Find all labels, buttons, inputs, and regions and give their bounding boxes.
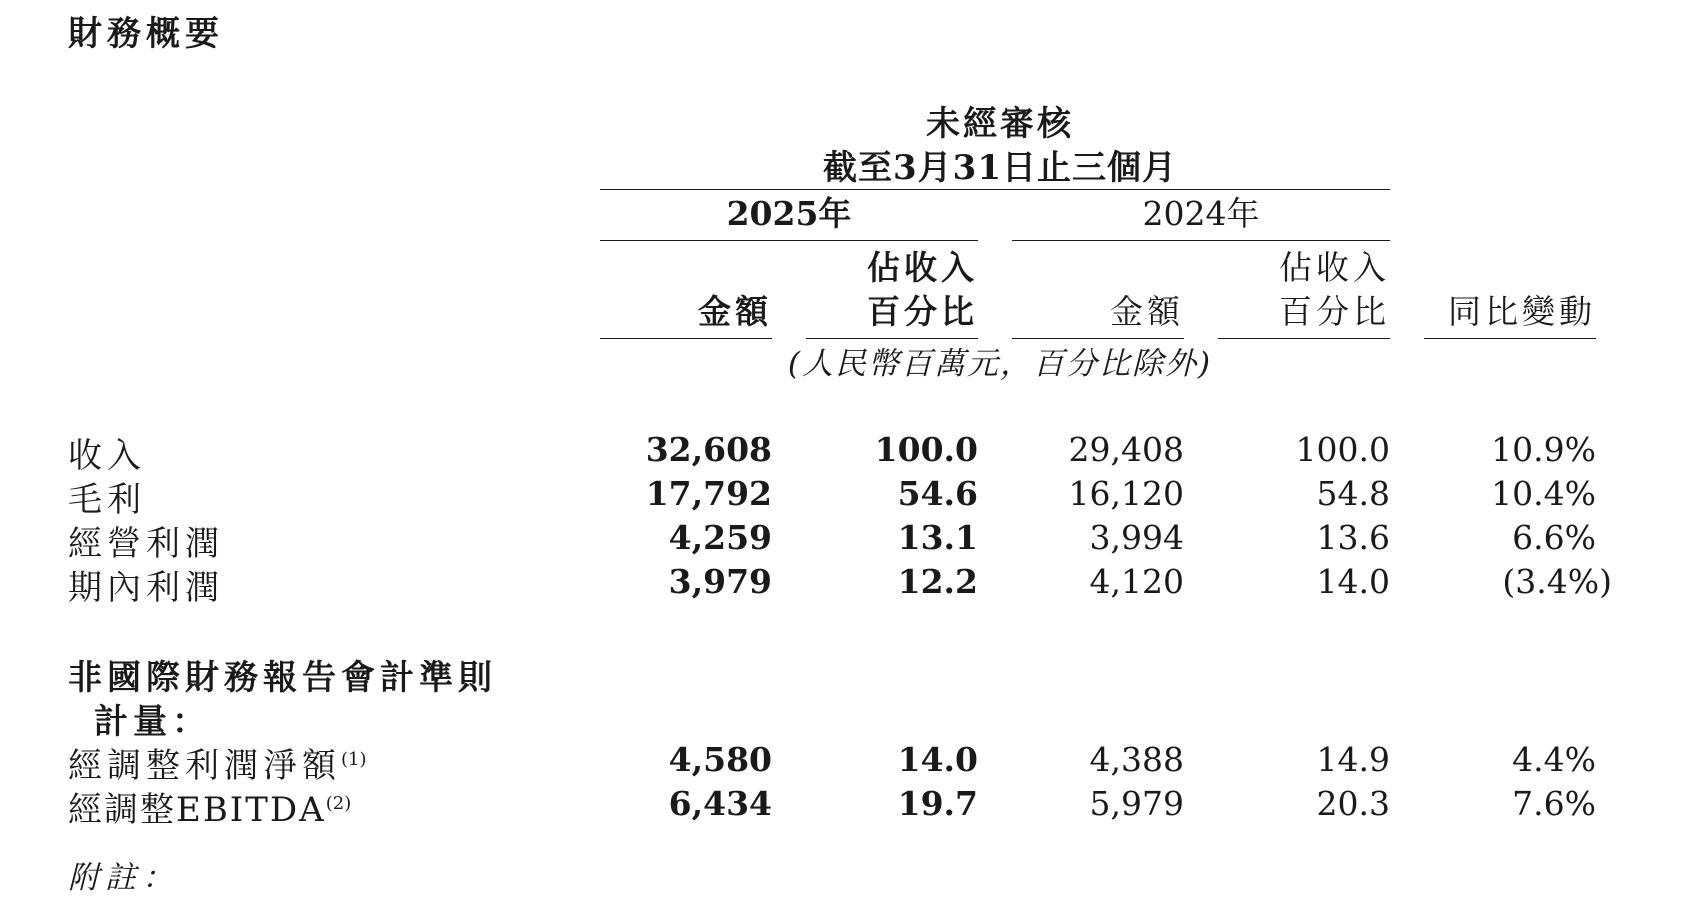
year-2025-rule <box>600 240 978 241</box>
period-profit-yoy: (3.4%) <box>1502 562 1612 601</box>
header-period: 截至3月31日止三個月 <box>823 148 1177 188</box>
row-label-adjusted-net-profit <box>68 738 367 787</box>
period-profit-amount-2025: 3,979 <box>668 562 772 601</box>
gross-profit-pct-2025: 54.6 <box>897 474 978 513</box>
adjusted-net-profit-pct-2025: 14.0 <box>897 740 978 779</box>
operating-profit-pct-2024: 13.6 <box>1316 518 1390 557</box>
col-pct-2024-line2: 百分比 <box>1279 292 1390 331</box>
row-label-gross-profit: 毛利 <box>68 480 146 520</box>
revenue-yoy: 10.9% <box>1491 430 1596 469</box>
adjusted-ebitda-amount-2025: 6,434 <box>668 784 772 823</box>
revenue-amount-2025: 32,608 <box>645 430 772 469</box>
adjusted-net-profit-yoy: 4.4% <box>1512 740 1596 779</box>
operating-profit-amount-2025: 4,259 <box>668 518 772 557</box>
section-title: 財務概要 <box>68 14 224 54</box>
non-ifrs-heading-line1: 非國際財務報告會計準則 <box>68 658 497 698</box>
revenue-amount-2024: 29,408 <box>1068 430 1184 469</box>
col-yoy-rule <box>1424 338 1596 339</box>
year-2025-header: 2025年 <box>726 194 852 233</box>
adjusted-ebitda-yoy: 7.6% <box>1512 784 1596 823</box>
col-amount-2024: 金額 <box>1110 292 1184 331</box>
year-2024-rule <box>1012 240 1390 241</box>
adjusted-net-profit-label: 經調整利潤淨額 <box>68 746 341 786</box>
gross-profit-amount-2024: 16,120 <box>1068 474 1184 513</box>
non-ifrs-heading-line2: 計量： <box>94 702 211 742</box>
row-label-revenue: 收入 <box>68 436 146 476</box>
header-unaudited: 未經審核 <box>926 104 1074 144</box>
adjusted-ebitda-pct-2025: 19.7 <box>897 784 978 823</box>
unit-note: (人民幣百萬元，百分比除外) <box>787 346 1213 382</box>
footnote-ref-1: (1) <box>341 749 367 770</box>
adjusted-ebitda-amount-2024: 5,979 <box>1089 784 1184 823</box>
row-label-adjusted-ebitda <box>68 782 351 831</box>
adjusted-net-profit-amount-2025: 4,580 <box>668 740 772 779</box>
adjusted-net-profit-amount-2024: 4,388 <box>1089 740 1184 779</box>
adjusted-ebitda-pct-2024: 20.3 <box>1316 784 1390 823</box>
col-amount-2025: 金額 <box>698 292 772 331</box>
gross-profit-amount-2025: 17,792 <box>645 474 772 513</box>
period-profit-pct-2024: 14.0 <box>1316 562 1390 601</box>
footnote-heading: 附註： <box>68 860 179 896</box>
row-label-period-profit: 期內利潤 <box>68 568 224 608</box>
operating-profit-yoy: 6.6% <box>1512 518 1596 557</box>
adjusted-net-profit-pct-2024: 14.9 <box>1316 740 1390 779</box>
gross-profit-yoy: 10.4% <box>1491 474 1596 513</box>
row-label-operating-profit: 經營利潤 <box>68 524 224 564</box>
col-pct-2024-line1: 佔收入 <box>1279 248 1390 287</box>
year-2024-header: 2024年 <box>1142 194 1260 233</box>
footnote-ref-2: (2) <box>325 793 352 814</box>
gross-profit-pct-2024: 54.8 <box>1316 474 1390 513</box>
adjusted-ebitda-label: 經調整EBITDA <box>68 790 326 830</box>
operating-profit-pct-2025: 13.1 <box>897 518 978 557</box>
revenue-pct-2024: 100.0 <box>1295 430 1390 469</box>
period-profit-amount-2024: 4,120 <box>1089 562 1184 601</box>
operating-profit-amount-2024: 3,994 <box>1089 518 1184 557</box>
period-profit-pct-2025: 12.2 <box>897 562 978 601</box>
col-yoy: 同比變動 <box>1448 292 1596 331</box>
col-pct-2025-line2: 百分比 <box>867 292 978 331</box>
col-pct-2025-line1: 佔收入 <box>867 248 978 287</box>
revenue-pct-2025: 100.0 <box>874 430 978 469</box>
